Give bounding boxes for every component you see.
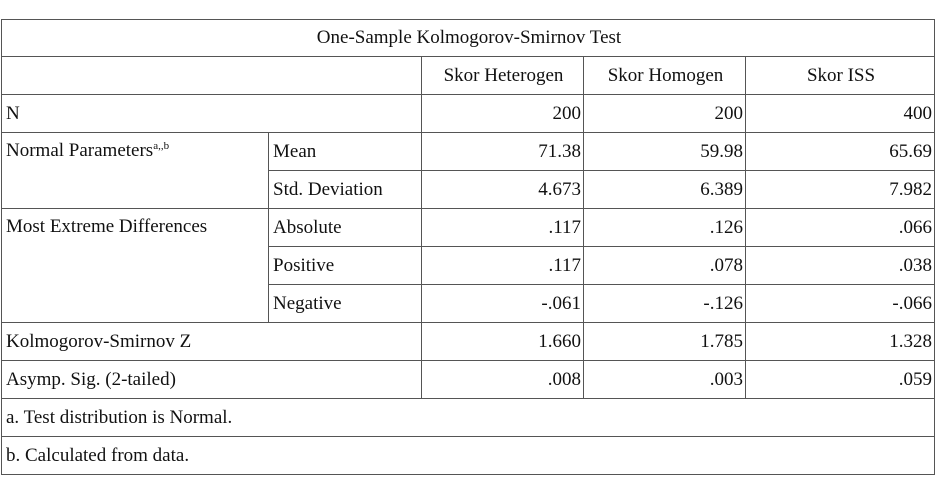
row-label-std-deviation: Std. Deviation [269,171,422,209]
cell-absolute-iss: .066 [746,209,935,247]
cell-mean-iss: 65.69 [746,133,935,171]
row-ks-z [2,323,935,361]
row-label-positive: Positive [269,247,422,285]
cell-negative-homogen: -.126 [584,285,746,323]
col-header-skor-heterogen: Skor Heterogen [422,57,584,95]
row-absolute [2,209,935,247]
cell-negative-heterogen: -.061 [422,285,584,323]
cell-n-homogen: 200 [584,95,746,133]
cell-sig-homogen: .003 [584,361,746,399]
row-asymp-sig [2,361,935,399]
col-header-skor-iss: Skor ISS [746,57,935,95]
header-row [2,57,935,95]
row-label-ks-z: Kolmogorov-Smirnov Z [2,323,422,361]
normal-parameters-text: Normal Parameters [6,140,154,161]
row-mean [2,133,935,171]
row-n [2,95,935,133]
cell-ksz-homogen: 1.785 [584,323,746,361]
cell-n-heterogen: 200 [422,95,584,133]
group-label-most-extreme: Most Extreme Differences [2,209,269,323]
row-label-n: N [2,95,422,133]
col-header-skor-homogen: Skor Homogen [584,57,746,95]
header-blank-cell [2,57,422,95]
cell-ksz-heterogen: 1.660 [422,323,584,361]
row-label-absolute: Absolute [269,209,422,247]
cell-sig-iss: .059 [746,361,935,399]
cell-positive-iss: .038 [746,247,935,285]
group-label-normal-parameters [2,133,269,209]
row-label-mean: Mean [269,133,422,171]
ks-test-table [1,19,935,475]
row-label-negative: Negative [269,285,422,323]
footnote-row-a [2,399,935,437]
cell-mean-homogen: 59.98 [584,133,746,171]
footnote-a: a. Test distribution is Normal. [2,399,935,437]
normal-parameters-footnote-mark: a,,b [153,140,170,152]
cell-sig-heterogen: .008 [422,361,584,399]
cell-mean-heterogen: 71.38 [422,133,584,171]
cell-std-homogen: 6.389 [584,171,746,209]
cell-ksz-iss: 1.328 [746,323,935,361]
cell-absolute-homogen: .126 [584,209,746,247]
cell-positive-heterogen: .117 [422,247,584,285]
cell-absolute-heterogen: .117 [422,209,584,247]
footnote-row-b [2,437,935,475]
cell-negative-iss: -.066 [746,285,935,323]
cell-n-iss: 400 [746,95,935,133]
title-row [2,20,935,57]
row-label-asymp-sig: Asymp. Sig. (2-tailed) [2,361,422,399]
table-title: One-Sample Kolmogorov-Smirnov Test [2,20,935,57]
footnote-b: b. Calculated from data. [2,437,935,475]
cell-positive-homogen: .078 [584,247,746,285]
cell-std-heterogen: 4.673 [422,171,584,209]
cell-std-iss: 7.982 [746,171,935,209]
